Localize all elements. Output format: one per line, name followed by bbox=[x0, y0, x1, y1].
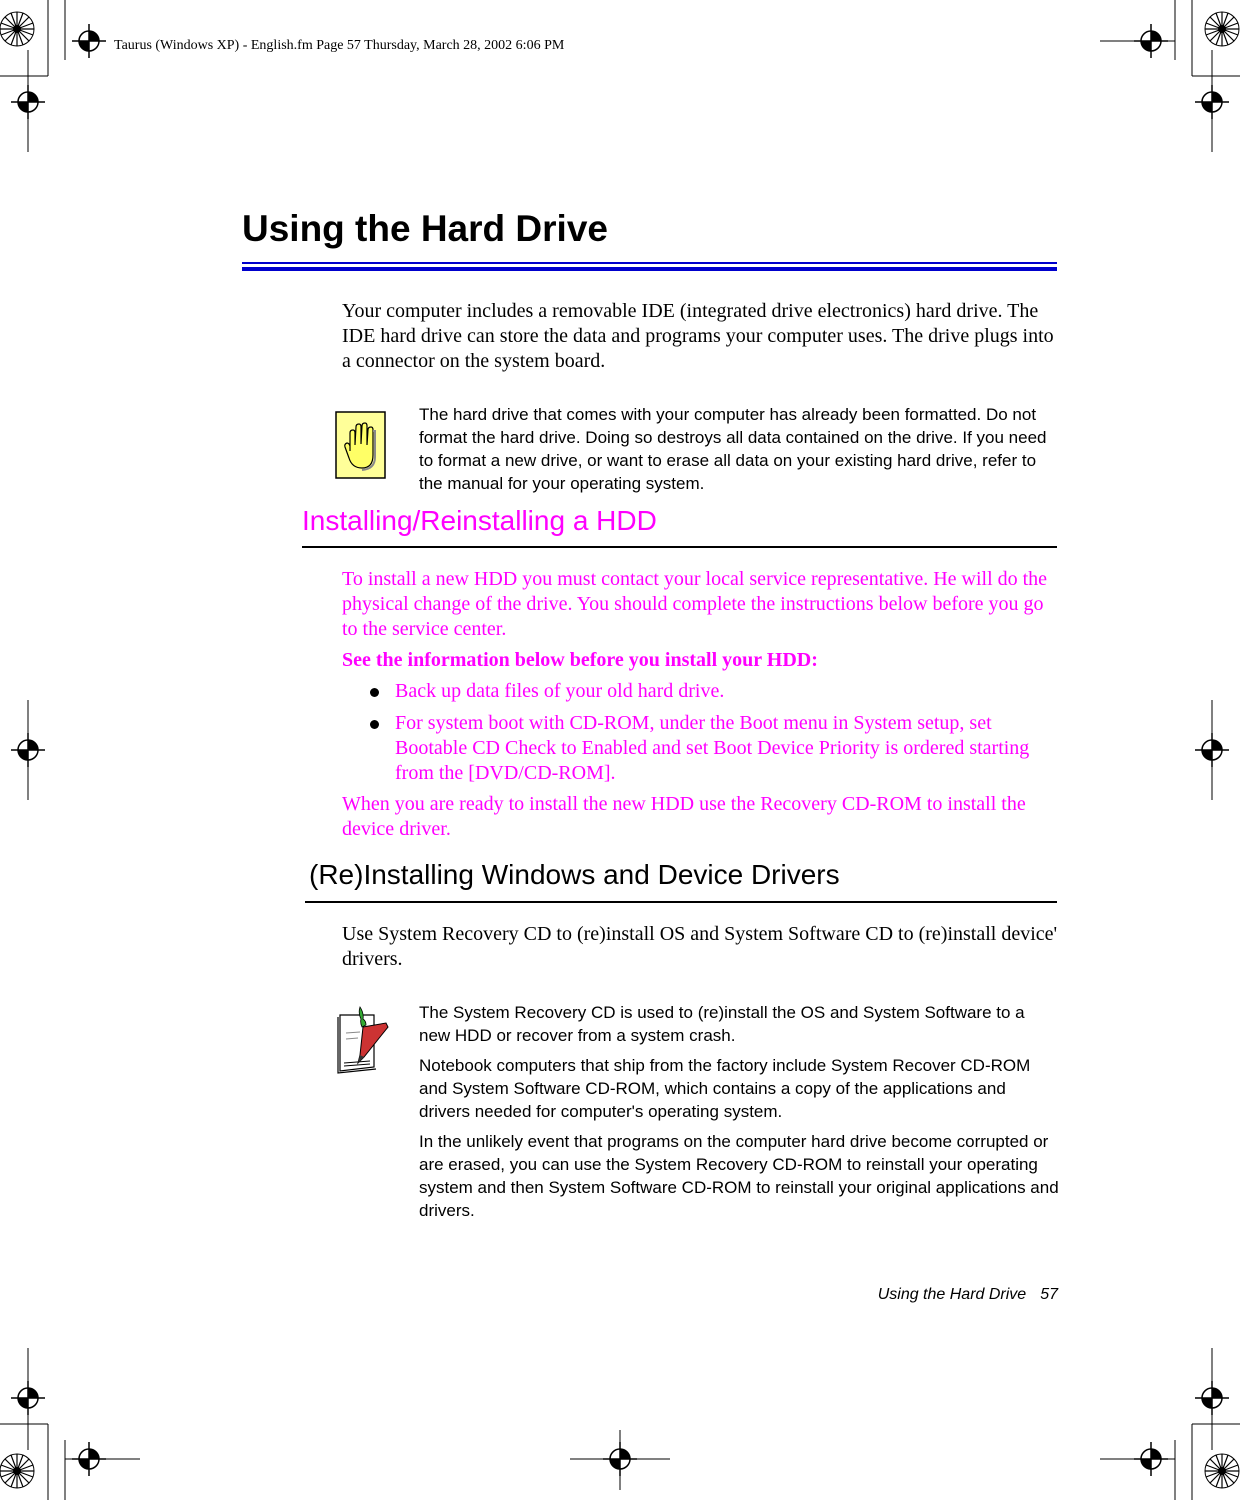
print-header-note: Taurus (Windows XP) - English.fm Page 57 Thursday, March 28, 2002 6:06 PM bbox=[114, 38, 565, 53]
page-title: Using the Hard Drive bbox=[242, 208, 608, 249]
intro-paragraph: Your computer includes a removable IDE (integrated drive electronics) hard drive. The IDE hard drive can store the data and programs your computer uses. The drive plugs into a connector on the system board. bbox=[342, 300, 1054, 372]
install-paragraph-1: To install a new HDD you must contact your local service representative. He will do the physical change of the drive. You should complete the instructions below before you go to the service center. bbox=[342, 568, 1048, 640]
list-item bbox=[342, 711, 1058, 786]
section-rule bbox=[302, 546, 1057, 548]
section-heading-drivers: (Re)Installing Windows and Device Drivers bbox=[309, 859, 840, 890]
section-rule bbox=[305, 901, 1057, 903]
page-footer bbox=[700, 1286, 1058, 1304]
section-heading-install-hdd: Installing/Reinstalling a HDD bbox=[302, 505, 657, 536]
install-info-heading: See the information below before you install your HDD: bbox=[342, 649, 818, 671]
install-paragraph-2: When you are ready to install the new HDD use the Recovery CD-ROM to install the device driver. bbox=[342, 793, 1026, 840]
note-pencil-icon bbox=[336, 1005, 390, 1077]
bullet-icon bbox=[370, 720, 379, 729]
drivers-paragraph: Use System Recovery CD to (re)install OS and System Software CD to (re)install device' drivers. bbox=[342, 923, 1058, 970]
list-item bbox=[342, 679, 1058, 704]
title-rule bbox=[242, 262, 1057, 271]
bullet-icon bbox=[370, 688, 379, 697]
note-paragraph: The System Recovery CD is used to (re)install the OS and System Software to a new HDD or recover from a system crash. bbox=[419, 1003, 1025, 1045]
note-block bbox=[419, 1001, 1059, 1229]
note-paragraph: In the unlikely event that programs on the computer hard drive become corrupted or are erased, you can use the System Recovery CD-ROM to reinstall your operating system and then System Software CD-ROM to reinstall your original applications and drivers. bbox=[419, 1132, 1059, 1220]
caution-text: The hard drive that comes with your computer has already been formatted. Do not format the hard drive. Doing so destroys all data contained on the drive. If you need to format a new drive, or want to erase all data on your existing hard drive, refer to the manual for your operating system. bbox=[419, 405, 1047, 493]
list-item-text: Back up data files of your old hard drive. bbox=[395, 680, 725, 702]
hand-caution-icon bbox=[335, 411, 386, 479]
page-number: 57 bbox=[1040, 1286, 1058, 1303]
footer-section-title: Using the Hard Drive bbox=[877, 1286, 1027, 1303]
list-item-text: For system boot with CD-ROM, under the Boot menu in System setup, set Bootable CD Check to Enabled and set Boot Device Priority is ordered starting from the [DVD/CD-ROM]. bbox=[395, 712, 1030, 784]
note-paragraph: Notebook computers that ship from the factory include System Recover CD-ROM and System Software CD-ROM, which contains a copy of the applications and drivers needed for computer's operating system. bbox=[419, 1056, 1031, 1121]
